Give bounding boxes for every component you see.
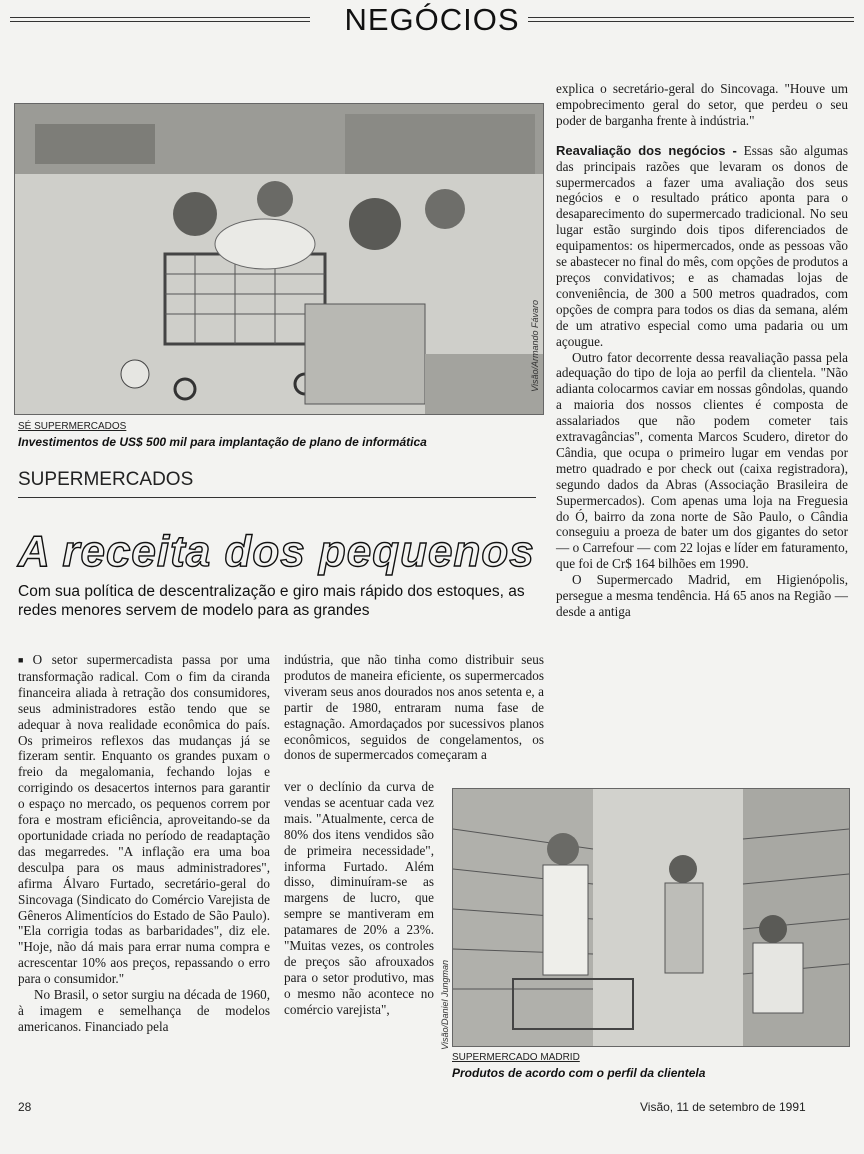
article-kicker: SUPERMERCADOS <box>18 469 194 490</box>
lead-square-icon: ■ <box>18 655 30 665</box>
photo-bottom-credit: Visão/Daniel Jungman <box>440 960 450 1050</box>
article-col3-intro: explica o secretário-geral do Sincovaga. "Houve um empobrecimento geral do setor, que perdeu o seu poder de barganha frente à indústria." <box>556 81 848 128</box>
article-column-2-narrow: ver o declínio da curva de vendas se acentuar cada vez mais. "Atualmente, cerca de 80% dos itens vendidos são de primeira necessidade", informa Furtado. Além disso, diminuíram-se as margens de lucro, que sempre se mantiveram em patamares de 20% a 23%. "Muitas vezes, os controles de preços são afrouxados para o setor produtivo, mas o mesmo não acontece no comércio varejista", <box>284 779 434 1017</box>
section-title: NEGÓCIOS <box>0 2 864 38</box>
article-col1-paragraph-2: No Brasil, o setor surgiu na década de 1960, à imagem e semelhança de modelos americanos. Financiado pela <box>18 987 270 1034</box>
article-subhead: Reavaliação dos negócios - <box>556 142 737 158</box>
article-column-3 <box>556 81 848 620</box>
article-col3-paragraph-2: Outro fator decorrente dessa reavaliação passa pela adequação do tipo de loja ao perfil da clientela. "Não adianta colocarmos caviar em nossas gôndolas, quando a maioria dos nossos clientes é composta de assalariados que não podem cometer tais extravagâncias", comenta Marcos Scudero, diretor do Cândia, que ocupa o primeiro lugar em vendas por metro quadrado e por check out (caixa registradora), segundo dados da Abras (Associação Brasileira de Supermercados). Com apenas uma loja na Freguesia do Ó, bairro da zona norte de São Paulo, o Cândia conseguiu a proeza de bater um dos gigantes do setor — o Carrefour — com 22 lojas e líder em faturamento, que foi de Cr$ 164 bilhões em 1990. <box>556 349 848 572</box>
article-col1-paragraph-1: ■ O setor supermercadista passa por uma transformação radical. Com o fim da ciranda financeira aliada à retração dos consumidores, seus administradores estão tendo que se adequar à nova realidade econômica do país. Os primeiros reflexos das mudanças já se fizeram sentir. Enquanto os grandes puxam o freio da megalomania, fechando lojas e corrigindo os desacertos internos para garantir o espaço no mercado, os pequenos correm por fora e mostram eficiência, aproveitando-se da oportunidade criada no período de readaptação das megarredes. "A inflação era uma boa desculpa para os maus administradores", afirma Álvaro Furtado, secretário-geral do Sincovaga (Sindicato do Comércio Varejista de Gêneros Alimentícios do Estado de São Paulo). "Ela corrigia todas as barbaridades", diz ele. "Hoje, não dá mais para errar numa compra e acrescentar 10% aos preços, repassando o erro para o consumidor." <box>18 652 271 987</box>
article-headline: A receita dos pequenos <box>18 527 535 576</box>
article-column-2-top: indústria, que não tinha como distribuir seus produtos de maneira eficiente, os supermercados viveram seus anos dourados nos anos setenta e, a partir de 1980, entraram numa fase de estagnação. Amordaçados por sucessivos planos econômicos, seguidos de congelamentos, os donos de supermercados começaram a <box>284 652 544 763</box>
photo-top-caption-label: SÉ SUPERMERCADOS <box>18 421 127 432</box>
photo-supermarket-aisle <box>452 788 850 1047</box>
photo-top-caption: Investimentos de US$ 500 mil para implantação de plano de informática <box>18 435 427 449</box>
page-number: 28 <box>18 1100 32 1114</box>
article-col3-paragraph-1: Reavaliação dos negócios - Essas são algumas das principais razões que levaram os donos de supermercados a fazer uma avaliação dos seus negócios e o resultado prático aponta para o desaparecimento do supermercado tradicional. No seu lugar estão surgindo dois tipos diferenciados de equipamentos: os hipermercados, onde as pessoas vão se abastecer no final do mês, com opções de produtos a preços convidativos; e as chamadas lojas de conveniência, de 300 a 500 metros quadrados, com opções de compra para todos os dias da semana, além de um atrativo especial como uma padaria ou um açougue. <box>556 142 848 349</box>
publication-date: Visão, 11 de setembro de 1991 <box>640 1100 806 1114</box>
kicker-rule <box>18 497 536 498</box>
photo-top-credit: Visão/Armando Fávaro <box>530 300 540 392</box>
photo-supermarket-aisle-image <box>453 789 849 1046</box>
photo-bottom-caption: Produtos de acordo com o perfil da clientela <box>452 1066 706 1080</box>
article-deck: Com sua política de descentralização e giro mais rápido dos estoques, as redes menores servem de modelo para as grandes <box>18 583 525 619</box>
article-col3-paragraph-3: O Supermercado Madrid, em Higienópolis, persegue a mesma tendência. Há 65 anos na Região — desde a antiga <box>556 572 848 619</box>
photo-bottom-caption-label: SUPERMERCADO MADRID <box>452 1052 580 1063</box>
photo-supermarket-checkout-image <box>15 104 543 414</box>
article-column-1 <box>18 652 270 1035</box>
photo-supermarket-checkout <box>14 103 544 415</box>
